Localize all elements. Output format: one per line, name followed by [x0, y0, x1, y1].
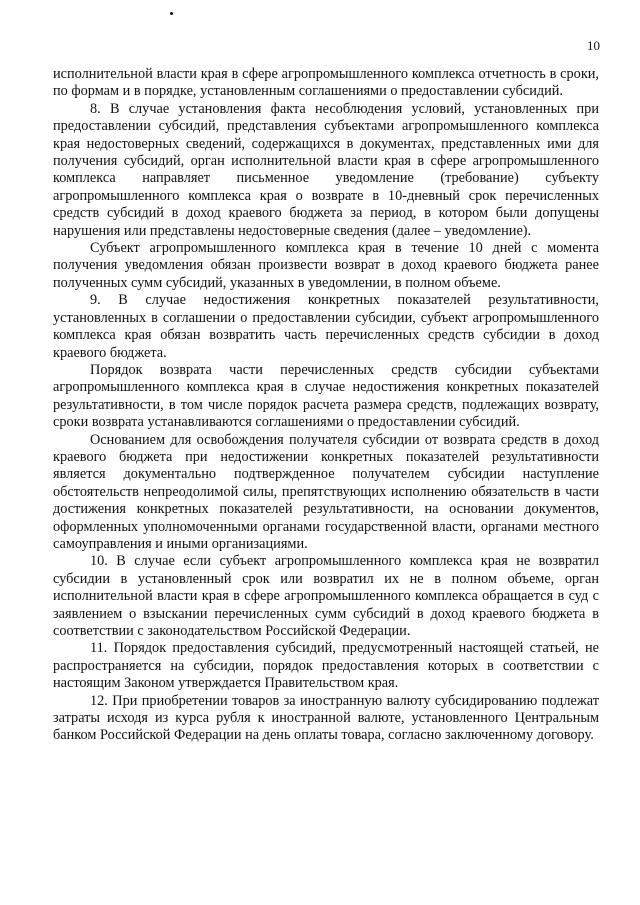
- paragraph-item-11: 11. Порядок предоставления субсидий, предусмотренный настоящей статьей, не распространяется на субсидии, порядок предоставления которых в соответствии с настоящим Законом утверждается Правительством края.: [53, 640, 599, 692]
- paragraph-item-9: 9. В случае недостижения конкретных показателей результативности, установленных в соглашении о предоставлении субсидии, субъект агропромышленного комплекса края обязан возвратить часть перечисленных средств субсидии в доход краевого бюджета.: [53, 292, 599, 361]
- document-body: [53, 66, 599, 745]
- paragraph-exemption-grounds: Основанием для освобождения получателя субсидии от возврата средств в доход краевого бюджета при недостижении конкретных показателей результативности является документально подтвержденное получателем субсидии наступление обстоятельств непреодолимой силы, препятствующих исполнению обязательств в части достижения конкретных показателей результативности, на основании документов, оформленных уполномоченными органами государственной власти, органами местного самоуправления и иными организациями.: [53, 431, 599, 552]
- page-number: 10: [587, 38, 600, 53]
- scan-speck: [170, 12, 173, 15]
- paragraph-refund-obligation: Субъект агропромышленного комплекса края в течение 10 дней с момента получения уведомления обязан произвести возврат в доход краевого бюджета ранее полученных сумм субсидий, указанных в уведомлении, в полном объеме.: [53, 240, 599, 291]
- paragraph-item-10: 10. В случае если субъект агропромышленного комплекса края не возвратил субсидии в установленный срок или возвратил их не в полном объеме, орган исполнительной власти края в сфере агропромышленного комплекса обращается в суд с заявлением о взыскании перечисленных сумм субсидий в доход краевого бюджета в соответствии с законодательством Российской Федерации.: [53, 553, 599, 639]
- paragraph-refund-procedure: Порядок возврата части перечисленных средств субсидии субъектами агропромышленного комплекса края в случае недостижения конкретных показателей результативности, в том числе порядок расчета размера средств, подлежащих возврату, сроки возврата устанавливаются соглашениями о предоставлении субсидий.: [53, 361, 599, 431]
- paragraph-item-12: 12. При приобретении товаров за иностранную валюту субсидированию подлежат затраты исходя из курса рубля к иностранной валюте, установленного Центральным банком Российской Федерации на день оплаты товара, согласно заключенному договору.: [53, 692, 599, 744]
- paragraph-continuation: исполнительной власти края в сфере агропромышленного комплекса отчетность в сроки, по формам и в порядке, установленным соглашениями о предоставлении субсидий.: [53, 66, 599, 100]
- paragraph-item-8: 8. В случае установления факта несоблюдения условий, установленных при предоставлении субсидий, представления субъектами агропромышленного комплекса края недостоверных сведений, содержащихся в документах, представленных ими для получения субсидий, орган исполнительной власти края в сфере агропромышленного комплекса направляет письменное уведомление (требование) субъекту агропромышленного комплекса края о возврате в 10-дневный срок перечисленных средств субсидий в доход краевого бюджета за период, в котором были допущены нарушения или представлены недостоверные сведения (далее – уведомление).: [53, 100, 599, 239]
